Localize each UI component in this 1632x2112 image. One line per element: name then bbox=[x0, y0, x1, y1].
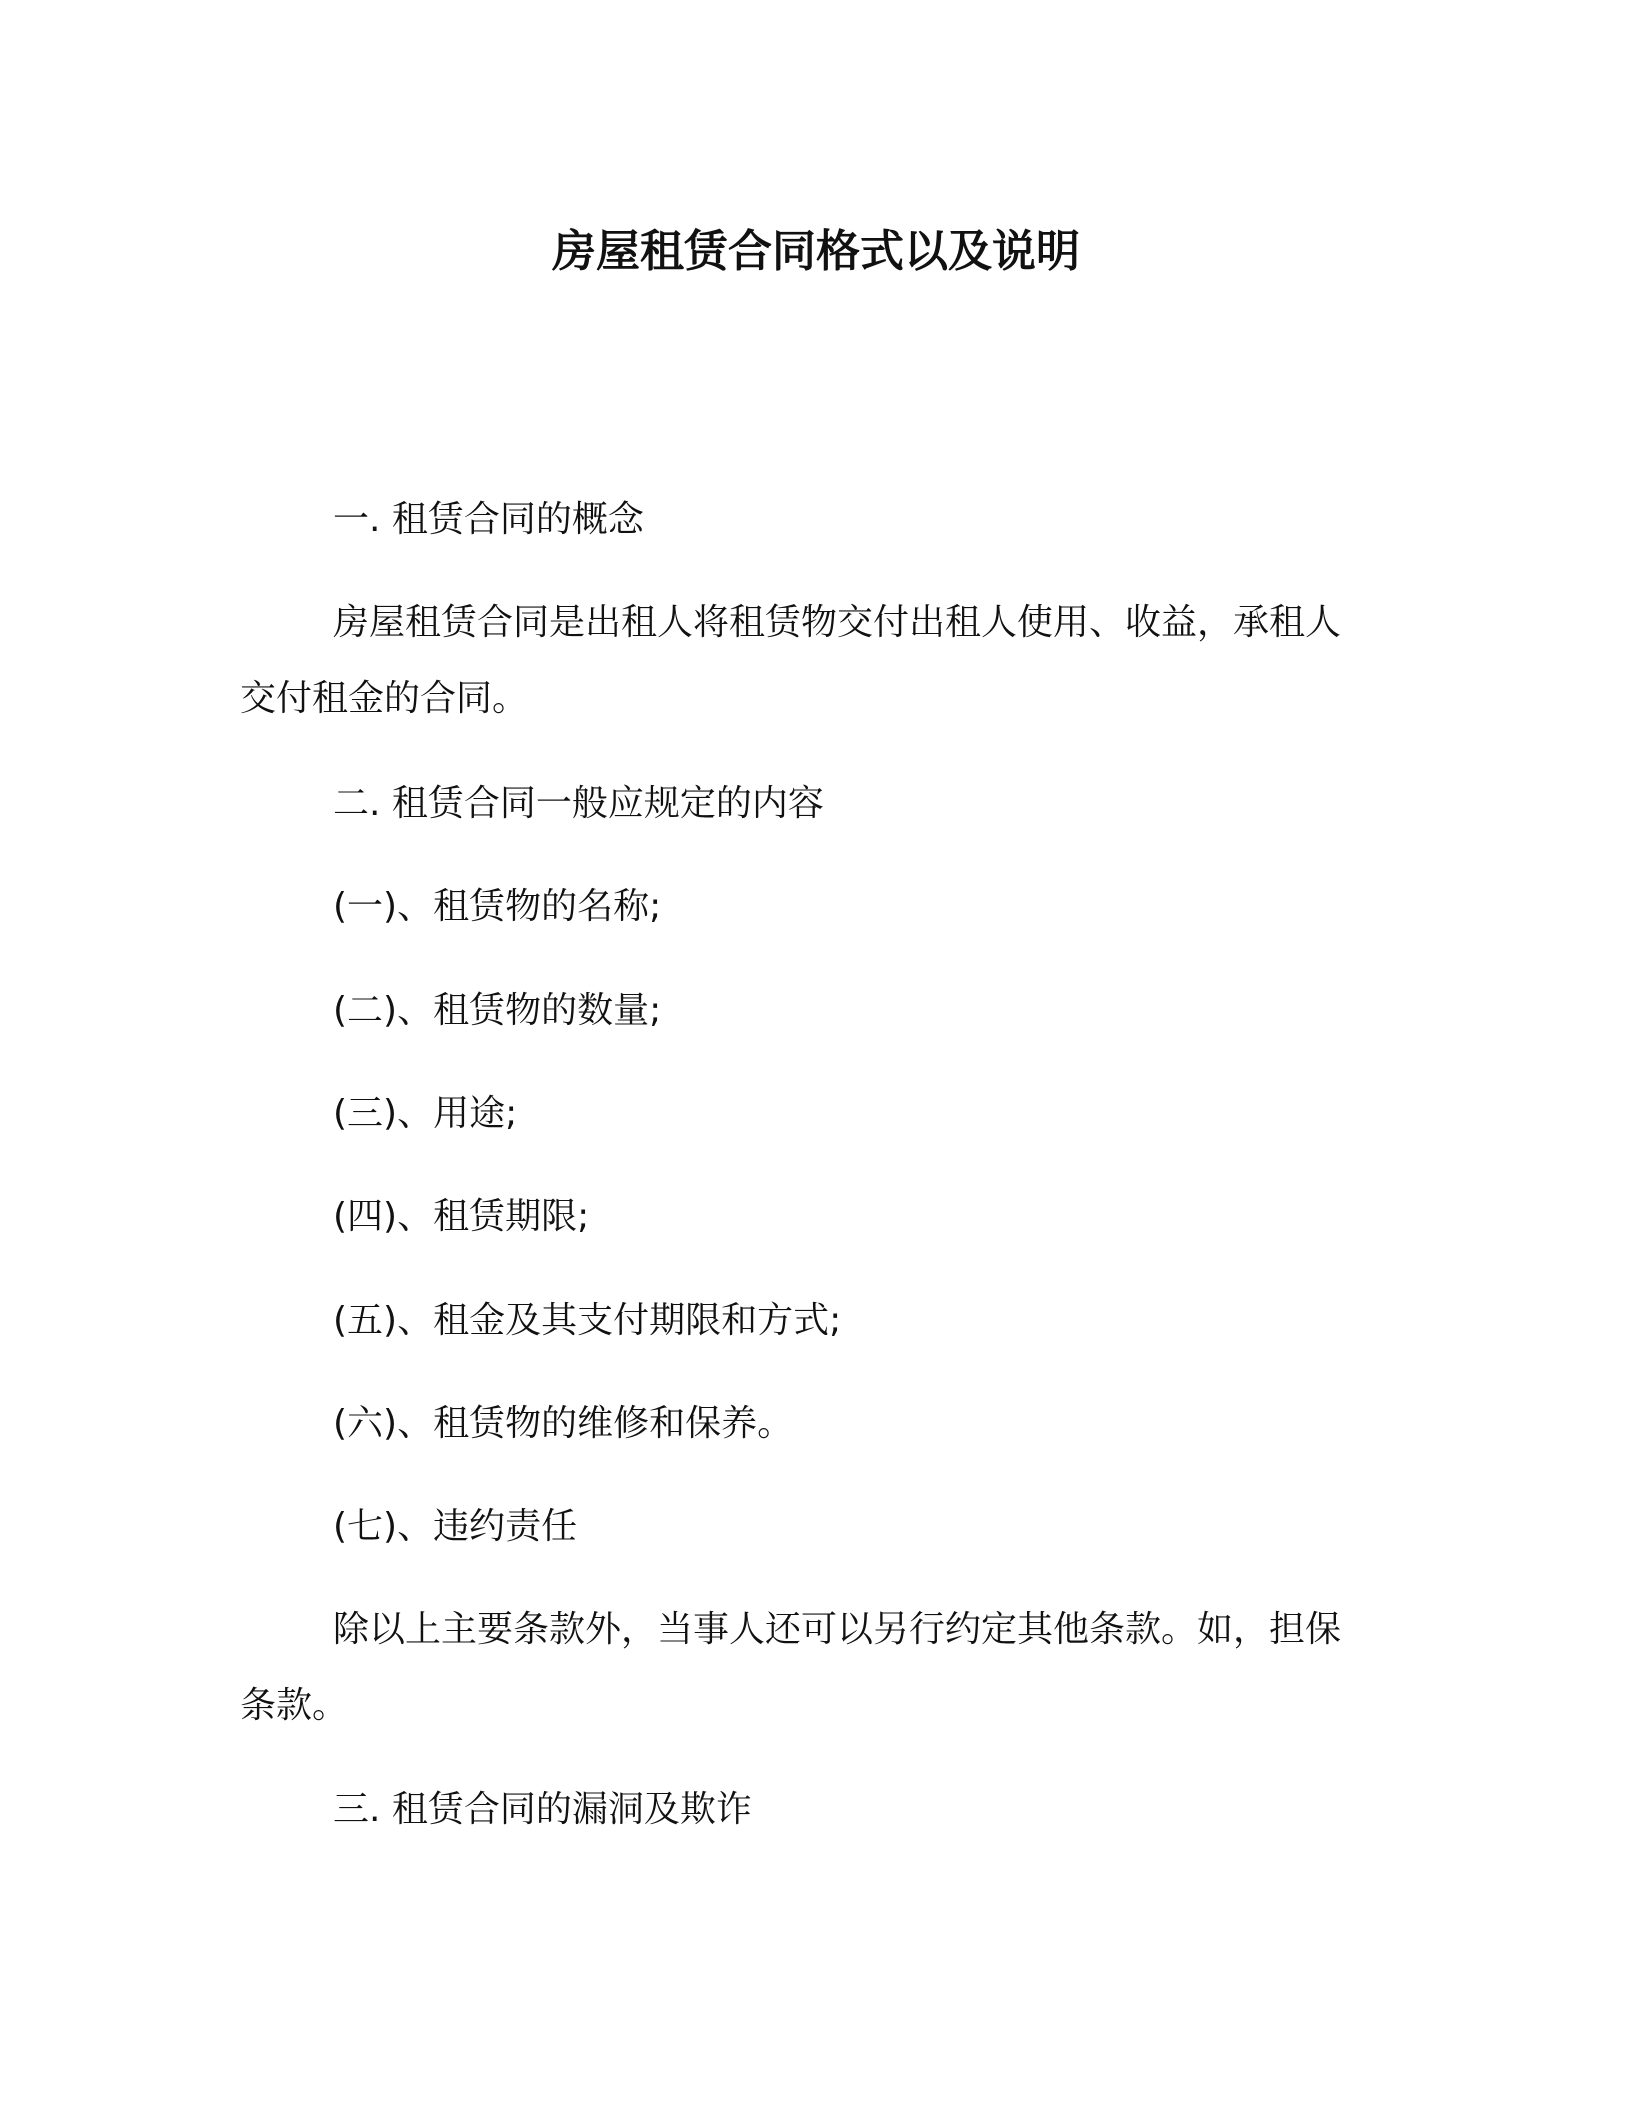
list-item-6: (六)、租赁物的维修和保养。 bbox=[333, 1403, 794, 1444]
paragraph-1-line-1: 房屋租赁合同是出租人将租赁物交付出租人使用、收益，承租人 bbox=[333, 602, 1342, 643]
section-heading-2: 二. 租赁合同一般应规定的内容 bbox=[333, 783, 824, 824]
paragraph-1-line-2: 交付租金的合同。 bbox=[240, 678, 529, 719]
list-item-5: (五)、租金及其支付期限和方式; bbox=[333, 1300, 842, 1341]
document-title: 房屋租赁合同格式以及说明 bbox=[552, 226, 1080, 277]
list-item-1: (一)、租赁物的名称; bbox=[333, 886, 662, 927]
list-item-7: (七)、违约责任 bbox=[333, 1506, 578, 1547]
list-item-2: (二)、租赁物的数量; bbox=[333, 990, 662, 1031]
section-heading-3: 三. 租赁合同的漏洞及欺诈 bbox=[333, 1789, 752, 1830]
paragraph-2-line-1: 除以上主要条款外，当事人还可以另行约定其他条款。如，担保 bbox=[333, 1609, 1342, 1650]
section-heading-1: 一. 租赁合同的概念 bbox=[333, 499, 644, 540]
paragraph-2-line-2: 条款。 bbox=[240, 1685, 349, 1726]
list-item-4: (四)、租赁期限; bbox=[333, 1196, 590, 1237]
list-item-3: (三)、用途; bbox=[333, 1093, 518, 1134]
